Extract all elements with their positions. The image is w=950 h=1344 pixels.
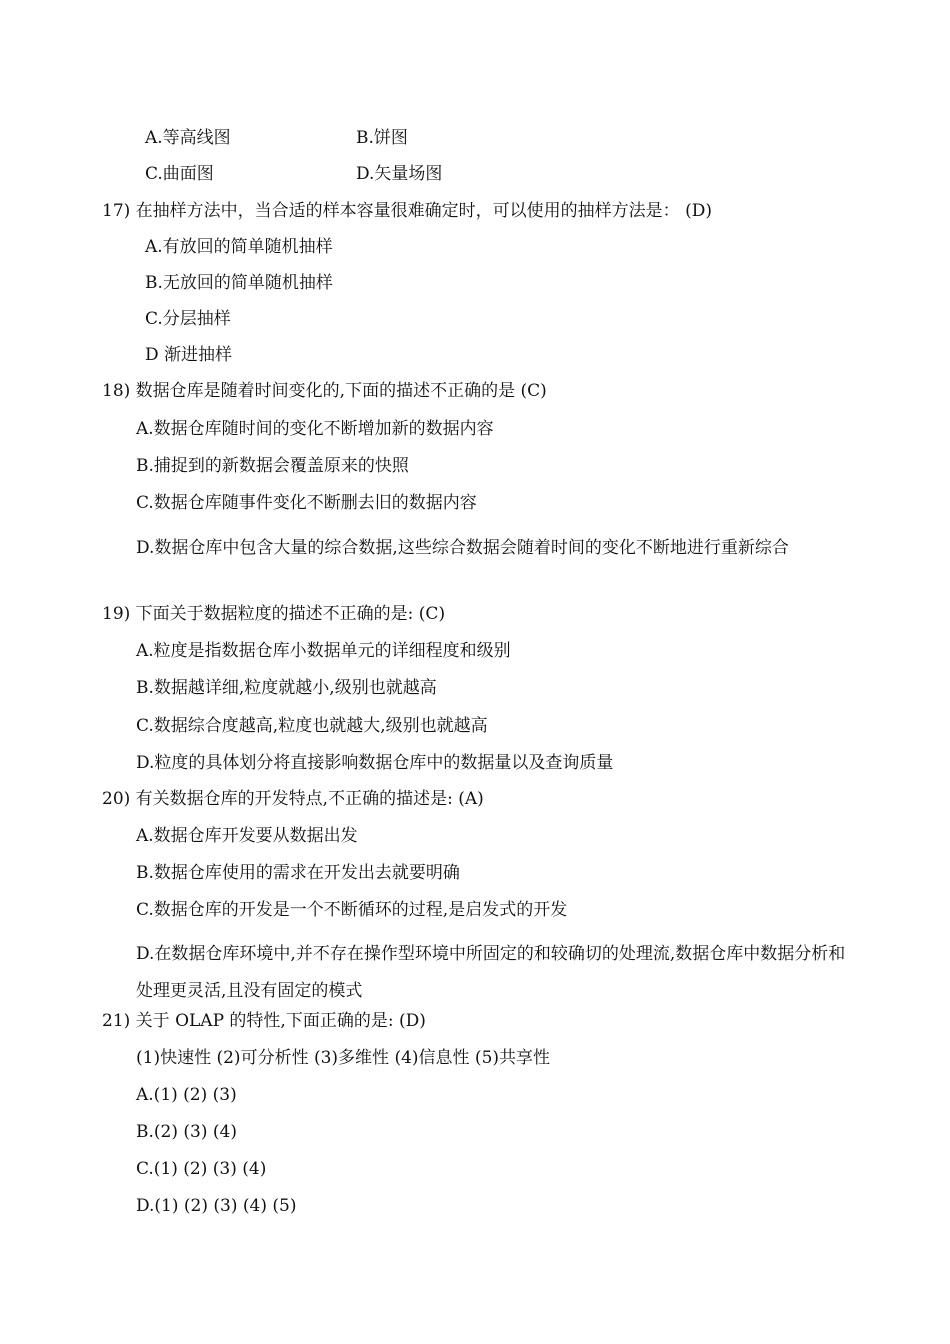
q20-option-b: B.数据仓库使用的需求在开发出去就要明确: [136, 863, 460, 883]
q21-option-d: D.(1) (2) (3) (4) (5): [136, 1196, 297, 1216]
q19-option-a: A.粒度是指数据仓库小数据单元的详细程度和级别: [136, 641, 511, 661]
q18-option-c: C.数据仓库随事件变化不断删去旧的数据内容: [136, 493, 477, 513]
q17-option-b: B.无放回的简单随机抽样: [145, 273, 333, 293]
q21-features: (1)快速性 (2)可分析性 (3)多维性 (4)信息性 (5)共享性: [136, 1048, 551, 1068]
q21-option-b: B.(2) (3) (4): [136, 1122, 237, 1142]
q18-option-d: D.数据仓库中包含大量的综合数据,这些综合数据会随着时间的变化不断地进行重新综合: [136, 538, 789, 558]
q17-option-d: D 渐进抽样: [145, 345, 233, 365]
q20-option-a: A.数据仓库开发要从数据出发: [136, 826, 358, 846]
q16-option-d: D.矢量场图: [356, 164, 443, 184]
q20-option-c: C.数据仓库的开发是一个不断循环的过程,是启发式的开发: [136, 900, 568, 920]
q21-question: 21) 关于 OLAP 的特性,下面正确的是: (D): [102, 1011, 426, 1031]
q18-option-b: B.捕捉到的新数据会覆盖原来的快照: [136, 456, 409, 476]
q16-option-a: A.等高线图: [145, 128, 231, 148]
q16-option-b: B.饼图: [356, 128, 408, 148]
q17-question: 17) 在抽样方法中，当合适的样本容量很难确定时，可以使用的抽样方法是： (D): [102, 201, 712, 221]
q21-option-a: A.(1) (2) (3): [136, 1085, 237, 1105]
q19-option-c: C.数据综合度越高,粒度也就越大,级别也就越高: [136, 716, 488, 736]
q20-question: 20) 有关数据仓库的开发特点,不正确的描述是: (A): [102, 789, 484, 809]
q16-option-c: C.曲面图: [145, 164, 214, 184]
q19-question: 19) 下面关于数据粒度的描述不正确的是: (C): [102, 604, 446, 624]
q21-option-c: C.(1) (2) (3) (4): [136, 1159, 267, 1179]
q17-option-a: A.有放回的简单随机抽样: [145, 237, 333, 257]
q19-option-b: B.数据越详细,粒度就越小,级别也就越高: [136, 678, 437, 698]
q18-option-a: A.数据仓库随时间的变化不断增加新的数据内容: [136, 419, 494, 439]
q18-question: 18) 数据仓库是随着时间变化的,下面的描述不正确的是 (C): [102, 381, 547, 401]
q19-option-d: D.粒度的具体划分将直接影响数据仓库中的数据量以及查询质量: [136, 753, 614, 773]
q20-option-d: D.在数据仓库环境中,并不存在操作型环境中所固定的和较确切的处理流,数据仓库中数据分析和处理更灵活,且没有固定的模式: [136, 944, 846, 1001]
q17-option-c: C.分层抽样: [145, 309, 231, 329]
